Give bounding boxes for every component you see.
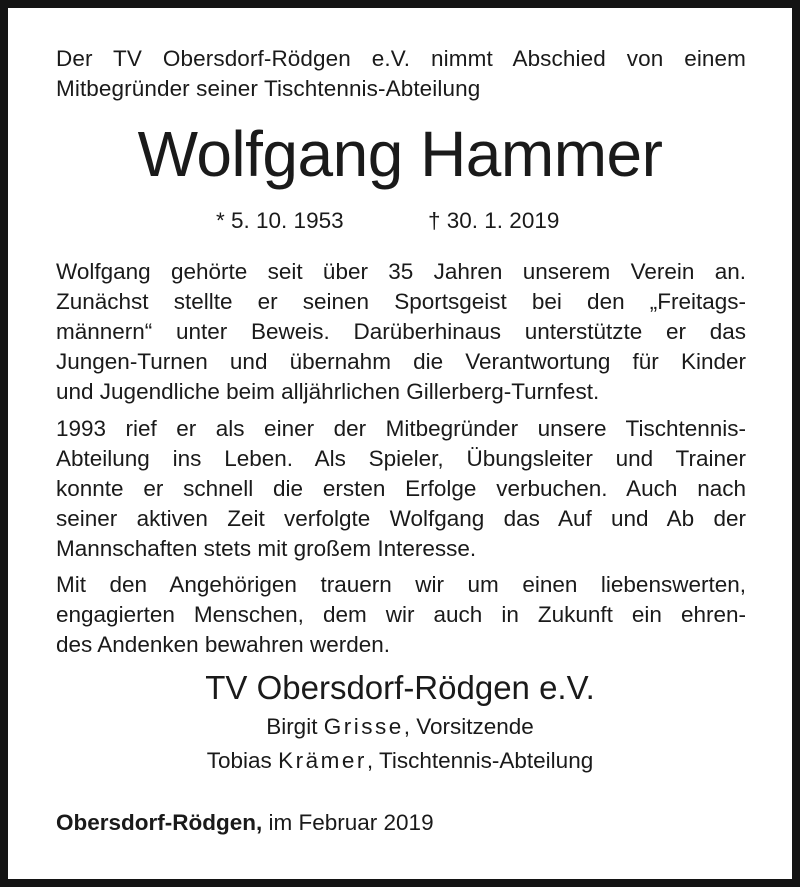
date: im Februar 2019 [262, 810, 434, 835]
signer-1 [0, 714, 800, 740]
paragraph-2-line-2: Abteilung ins Leben. Als Spieler, Übungsleiter und Trainer [56, 446, 746, 471]
organization-name: TV Obersdorf-Rödgen e.V. [205, 669, 595, 706]
paragraph-3-line-1: Mit den Angehörigen trauern wir um einen liebenswerten, [56, 572, 746, 597]
paragraph-2-line-3: konnte er schnell die ersten Erfolge verbuchen. Auch nach [56, 476, 746, 501]
signer-1-role: , Vorsitzende [403, 714, 534, 739]
deceased-name: Wolfgang Hammer [137, 118, 663, 190]
intro-line-1: Der TV Obersdorf-Rödgen e.V. nimmt Abschied von einem [56, 46, 746, 71]
signer-2-role: , Tischtennis-Abteilung [366, 748, 594, 773]
place: Obersdorf-Rödgen, [56, 810, 263, 835]
paragraph-1-line-5: und Jugendliche beim alljährlichen Gillerberg-Turnfest. [56, 379, 600, 404]
paragraph-2-line-5: Mannschaften stets mit großem Interesse. [56, 536, 477, 561]
intro-line-2: Mitbegründer seiner Tischtennis-Abteilung [56, 76, 481, 101]
paragraph-3-line-3: des Andenken bewahren werden. [56, 632, 390, 657]
place-and-date [56, 810, 434, 836]
signer-1-first-name: Birgit [266, 714, 318, 739]
paragraph-1-line-1: Wolfgang gehörte seit über 35 Jahren unserem Verein an. [56, 259, 746, 284]
birth-date: * 5. 10. 1953 [216, 208, 344, 233]
signer-2 [0, 748, 800, 774]
paragraph-1-line-4: Jungen-Turnen und übernahm die Verantwortung für Kinder [56, 349, 746, 374]
paragraph-3-line-2: engagierten Menschen, dem wir auch in Zukunft ein ehren- [56, 602, 746, 627]
death-date: † 30. 1. 2019 [428, 208, 560, 233]
signer-1-last-name: Grisse [323, 714, 404, 739]
paragraph-1-line-2: Zunächst stellte er seinen Sportsgeist bei den „Freitags- [56, 289, 746, 314]
signer-2-first-name: Tobias [206, 748, 272, 773]
paragraph-2-line-4: seiner aktiven Zeit verfolgte Wolfgang das Auf und Ab der [56, 506, 746, 531]
signer-2-last-name: Krämer [278, 748, 367, 773]
paragraph-2-line-1: 1993 rief er als einer der Mitbegründer unsere Tischtennis- [56, 416, 746, 441]
paragraph-1-line-3: männern“ unter Beweis. Darüberhinaus unterstützte er das [56, 319, 746, 344]
